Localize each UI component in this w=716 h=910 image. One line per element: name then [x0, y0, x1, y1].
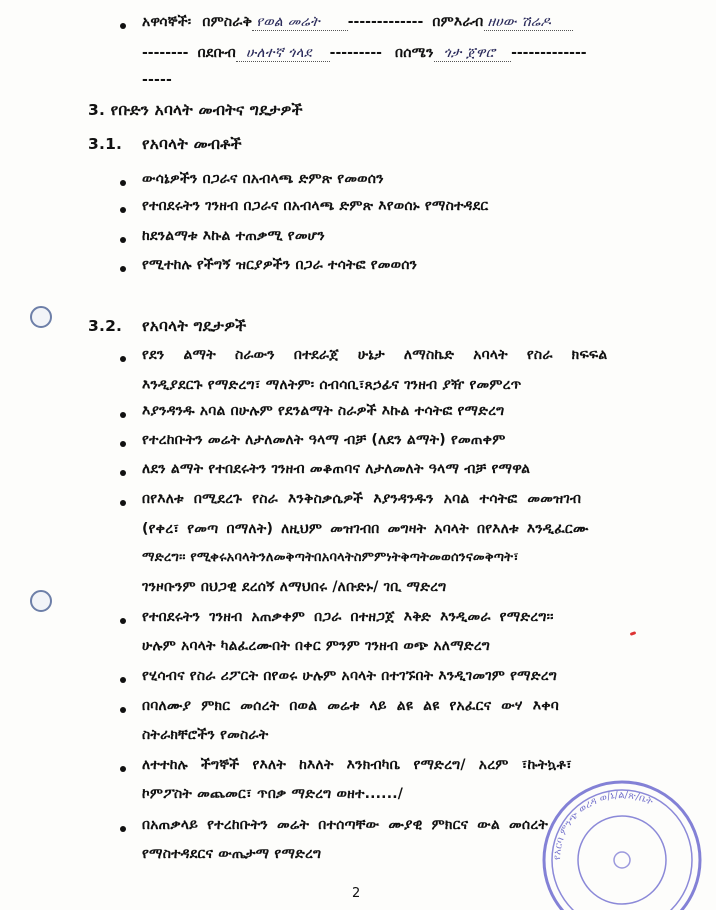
west-label: በምእራብ — [432, 14, 484, 30]
bullet — [120, 412, 126, 418]
rights-item: የሚተከሉ የችግኝ ዝርያዎችን በጋራ ተሳትፎ የመወሰን — [142, 257, 418, 273]
bullet — [120, 826, 126, 832]
duties-item-text: የደን ልማት ስራውን በተደራጀ ሁኔታ ለማስኬድ አባላት የስራ ክፍፍል — [142, 347, 608, 363]
section-3-heading: 3. የቡድን አባላት መብትና ግዴታዎች — [88, 101, 303, 119]
bullet — [120, 470, 126, 476]
duties-item-line: የተረከቡትን መሬት ለታለመለት ዓላማ ብቻ (ለደን ልማት) የመጠቀም — [142, 432, 506, 448]
rights-item: ከደንልማቱ እኩል ተጠቃሚ የመሆን — [142, 228, 325, 244]
section-3-2-number: 3.2. — [88, 317, 123, 335]
duties-item-line: (የቀረ፣ የመጣ በማለት) ለዚህም መዝገብበ መግዛት አባላት በየእለቱ እንዲፈርሙ — [142, 521, 589, 537]
duties-item-line: ሁሉም አባላት ካልፈረሙበት በቀር ምንም ገንዘብ ወጭ አለማድረግ — [142, 638, 491, 654]
east-handwritten: የወል መሬት — [252, 14, 348, 31]
rights-item: ውሳኔዎችን በጋራና በአብላጫ ድምጽ የመወሰን — [142, 171, 384, 187]
duties-item-line: በባለሙያ ምክር መሰረት በወል መሬቱ ላይ ልዩ ልዩ የአፈርና ውሃ እቀባ — [142, 698, 560, 714]
bullet — [120, 23, 126, 29]
duties-item-line: ለደን ልማት የተበደሩትን ገንዘብ መቆጠባና ለታለመለት ዓላማ ብቻ የማዋል — [142, 461, 531, 477]
punch-hole-bottom — [30, 590, 52, 612]
bullet — [120, 618, 126, 624]
official-stamp — [522, 760, 716, 910]
bullet — [120, 207, 126, 213]
duties-item-line — [142, 347, 688, 363]
dash-fill: --------- — [329, 45, 382, 61]
dash-fill: -------- — [142, 45, 189, 61]
red-ink-mark — [630, 631, 637, 636]
east-label: በምስራቅ — [202, 14, 253, 30]
punch-hole-top — [30, 306, 52, 328]
west-handwritten: ዘሀው ሽሬዶ — [484, 14, 573, 31]
duties-item-line: በየእለቱ በሚደረጉ የስራ እንቅስቃሴዎች እያንዳንዱን አባል ተሳትፎ መመዝገብ — [142, 491, 582, 507]
section-3-2-title: የአባላት ግዴታዎች — [142, 317, 247, 335]
boundaries-line-1 — [142, 14, 573, 30]
bullet — [120, 237, 126, 243]
dash-fill: ------------- — [347, 14, 424, 30]
duties-item-line: እያንዳንዱ አባል በሁሉም የደንልማት ስራዎች እኩል ተሳትፎ የማድረግ — [142, 403, 505, 419]
bullet — [120, 441, 126, 447]
dash-fill: ------------- — [511, 45, 587, 61]
page-number: 2 — [352, 886, 361, 901]
bullet — [120, 766, 126, 772]
north-label: በሰሜን — [395, 45, 434, 61]
duties-item-line: ማድረግ፡፡ የሚቀሩአባላትንለመቅጣትበአባላትስምምነትቅጣትመወሰንናመቅጣት፣ — [142, 550, 519, 565]
south-label: በደቡብ — [197, 45, 236, 61]
duties-item-line: በአጠቃላይ የተረከቡትን መሬት በተሰጣቸው ሙያዊ ምክርና ውል መሰረት — [142, 817, 549, 833]
bullet — [120, 180, 126, 186]
bullet — [120, 356, 126, 362]
rights-item: የተበደሩትን ገንዘብ በጋራና በአብላጫ ድምጽ እየወሰኑ የማስተዳደር — [142, 198, 489, 214]
duties-item-line: የሂሳብና የስራ ሪፖርት በየወሩ ሁሉም አባላት በተገኙበት እንዲገመገም የማድረግ — [142, 668, 558, 684]
duties-item-line: ኮምፖስት መጨመር፣ ጥበቃ ማድረግ ወዘተ....../ — [142, 786, 404, 802]
duties-item-line: የተበደሩትን ገንዘብ አጠቃቀም በጋራ በተዘጋጀ እቅድ እንዲመራ የማድረግ፡፡ — [142, 609, 554, 625]
stamp-text: የአርባ ምንጭ ወረዳ ወ/ኔ/ል/ጽ/ቤት — [551, 789, 655, 861]
north-handwritten: ጎታ ጀዋሮ — [434, 45, 511, 62]
duties-item-line: ስትራክቸሮችን የመስራት — [142, 727, 269, 743]
section-3-1-number: 3.1. — [88, 135, 123, 153]
dash-fill-line-3: ----- — [142, 72, 173, 88]
bullet — [120, 266, 126, 272]
duties-item-line: ለተተከሉ ችግኞች የእለት ከእለት እንክብካቤ የማድረግ/ አረም ፣ኩትኳቶ፣ — [142, 757, 572, 773]
bullet — [120, 677, 126, 683]
duties-item-line: እንዲያደርጉ የማድረግ፣ ማለትም፡ ሰብሳቢ፣ጸኃፊና ገንዘብ ያዥ የመምረጥ — [142, 377, 522, 393]
duties-item-line: ገንዞቡንም በህጋዊ ደረሰኝ ለማህበሩ /ለቡድኑ/ ገቢ ማድረግ — [142, 579, 447, 595]
svg-text:የአርባ ምንጭ ወረዳ ወ/ኔ/ል/ጽ/ቤት — [552, 790, 655, 860]
bullet — [120, 500, 126, 506]
duties-item-line: የማስተዳደርና ውጤታማ የማድረግ — [142, 846, 322, 862]
boundaries-label: አዋሳኞች፡ — [142, 14, 192, 30]
south-handwritten: ሁለተኛ ጎላደ — [236, 45, 330, 62]
section-3-1-title: የአባላት መብቶች — [142, 135, 242, 153]
bullet — [120, 707, 126, 713]
boundaries-line-2 — [142, 45, 587, 61]
